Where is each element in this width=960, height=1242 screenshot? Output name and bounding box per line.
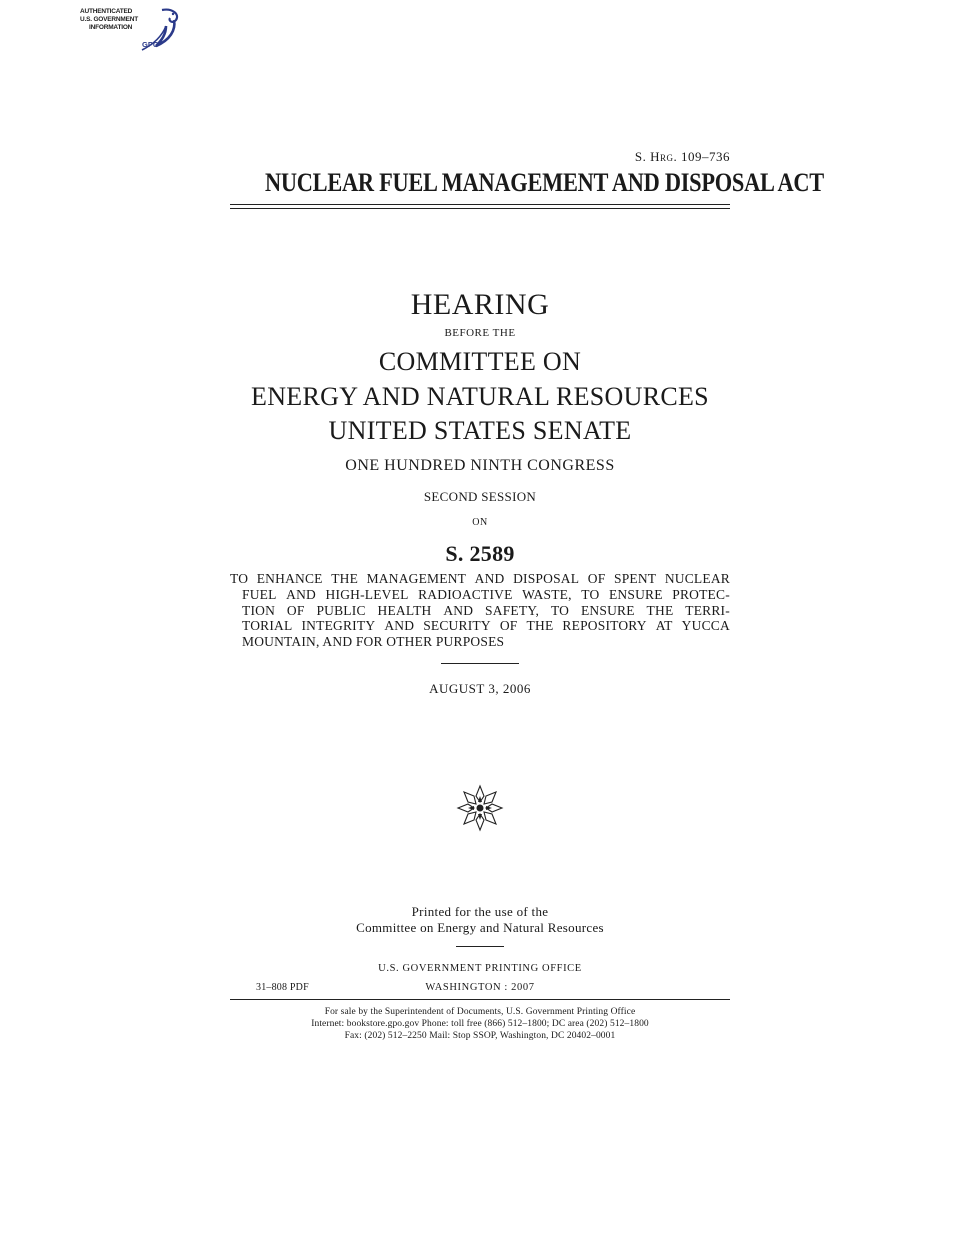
sale-contact-line: Internet: bookstore.gpo.gov Phone: toll free (866) 512–1800; DC area (202) 512–1800	[311, 1019, 649, 1029]
committee-on-heading: COMMITTEE ON	[378, 347, 582, 376]
purpose-word: PUBLIC	[316, 602, 366, 618]
before-the-label: BEFORE THE	[444, 327, 516, 339]
hearing-prefix: S.	[634, 149, 647, 164]
purpose-word: TION	[242, 602, 276, 618]
purpose-word: THE	[526, 618, 554, 634]
pdf-number: 31–808 PDF	[256, 982, 309, 993]
footer-rule	[230, 999, 730, 1000]
purpose-word: YUCCA	[681, 618, 730, 634]
purpose-word: MANAGEMENT	[366, 571, 467, 586]
purpose-word: OF	[587, 571, 606, 586]
hearing-label: Hrg.	[650, 149, 678, 164]
congress-label: ONE HUNDRED NINTH CONGRESS	[345, 457, 615, 474]
purpose-word: SECURITY	[423, 618, 491, 634]
purpose-word: TORIAL	[242, 618, 293, 634]
purpose-word: SAFETY,	[485, 602, 540, 618]
purpose-word: THE	[331, 571, 359, 586]
purpose-word: TO	[581, 586, 600, 602]
purpose-word: AND	[286, 586, 316, 602]
purpose-word: TERRI-	[685, 602, 730, 618]
purpose-word: DISPOSAL	[513, 571, 580, 586]
printing-office: U.S. GOVERNMENT PRINTING OFFICE	[378, 963, 582, 974]
purpose-word: REPOSITORY	[562, 618, 647, 634]
bill-purpose	[230, 571, 730, 650]
purpose-word: THE	[646, 602, 674, 618]
title-rule-bottom	[230, 208, 730, 209]
purpose-word: ENSURE	[608, 586, 663, 602]
sale-mail-line: Fax: (202) 512–2250 Mail: Stop SSOP, Washington, DC 20402–0001	[344, 1031, 616, 1041]
purpose-word: AND	[443, 602, 474, 618]
document-title: NUCLEAR FUEL MANAGEMENT AND DISPOSAL ACT	[265, 168, 824, 197]
hearing-date: AUGUST 3, 2006	[429, 681, 531, 696]
senate-heading: UNITED STATES SENATE	[328, 416, 632, 445]
hearing-number-value: 109–736	[681, 149, 730, 164]
purpose-word: PROTEC-	[672, 586, 730, 602]
section-divider	[441, 663, 519, 664]
title-rule-top	[230, 204, 730, 205]
purpose-word: AT	[655, 618, 673, 634]
committee-name: ENERGY AND NATURAL RESOURCES	[251, 382, 709, 411]
logo-text-government: U.S. GOVERNMENT	[80, 16, 139, 23]
purpose-word: HIGH-LEVEL	[325, 586, 409, 602]
hearing-number	[635, 149, 730, 165]
purpose-word: OF	[286, 602, 305, 618]
footer-divider	[456, 946, 504, 947]
purpose-word: AND	[474, 571, 505, 586]
purpose-word: OF	[499, 618, 518, 634]
logo-gpo-mark: GPO	[142, 40, 159, 49]
publication-city-year: WASHINGTON : 2007	[425, 982, 535, 993]
purpose-word: TO	[230, 571, 249, 586]
purpose-line	[230, 618, 730, 634]
logo-text-information: INFORMATION	[89, 24, 133, 31]
gpo-authentication-logo	[80, 6, 184, 58]
hearing-heading: HEARING	[410, 288, 550, 321]
sale-info-line: For sale by the Superintendent of Documents, U.S. Government Printing Office	[324, 1007, 636, 1017]
logo-text-authenticated: AUTHENTICATED	[80, 8, 133, 15]
on-label: ON	[472, 517, 488, 528]
printed-committee-line: Committee on Energy and Natural Resources	[356, 920, 604, 935]
flower-ornament-icon	[452, 780, 508, 836]
purpose-word: SPENT	[614, 571, 657, 586]
purpose-word: NUCLEAR	[664, 571, 730, 586]
purpose-word: AND	[384, 618, 415, 634]
purpose-word: TO	[550, 602, 570, 618]
purpose-word: ENHANCE	[256, 571, 323, 586]
purpose-word: INTEGRITY	[301, 618, 376, 634]
purpose-line	[230, 587, 730, 603]
printed-for-line: Printed for the use of the	[411, 904, 549, 919]
purpose-line	[230, 571, 730, 587]
bill-number: S. 2589	[445, 541, 515, 566]
purpose-line	[230, 603, 730, 619]
purpose-word: RADIOACTIVE	[418, 586, 513, 602]
session-label: SECOND SESSION	[423, 489, 537, 504]
purpose-line: MOUNTAIN, AND FOR OTHER PURPOSES	[242, 634, 505, 650]
purpose-word: WASTE,	[522, 586, 572, 602]
purpose-word: HEALTH	[377, 602, 432, 618]
purpose-word: FUEL	[242, 586, 277, 602]
purpose-word: ENSURE	[580, 602, 635, 618]
